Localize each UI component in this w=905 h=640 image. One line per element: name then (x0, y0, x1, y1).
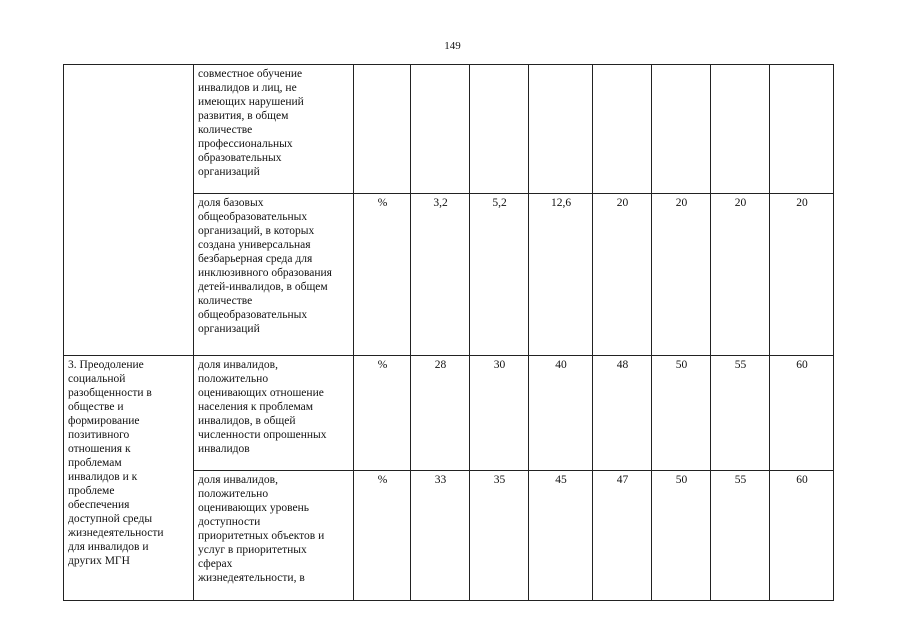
value-cell: 12,6 (529, 194, 593, 356)
unit-cell: % (354, 194, 411, 356)
goal-cell (64, 65, 194, 356)
value-cell (652, 65, 711, 194)
value-cell: 20 (770, 194, 834, 356)
indicator-cell: доля инвалидов, положительно оценивающих уровень доступности приоритетных объектов и услуг в приоритетных сферах жизнедеятельности, в (194, 471, 354, 601)
value-cell: 28 (411, 356, 470, 471)
indicator-cell: доля инвалидов, положительно оценивающих отношение населения к проблемам инвалидов, в общей численности опрошенных инвалидов (194, 356, 354, 471)
goal-cell: 3. Преодоление социальной разобщенности в обществе и формирование позитивного отношения к проблемам инвалидов и к проблеме обеспечения доступной среды жизнедеятельности для инвалидов и других МГН (64, 356, 194, 601)
value-cell: 55 (711, 356, 770, 471)
table-row (64, 356, 834, 471)
value-cell (529, 65, 593, 194)
value-cell: 47 (593, 471, 652, 601)
value-cell (593, 65, 652, 194)
unit-cell: % (354, 356, 411, 471)
unit-cell (354, 65, 411, 194)
value-cell: 30 (470, 356, 529, 471)
value-cell: 5,2 (470, 194, 529, 356)
value-cell: 20 (711, 194, 770, 356)
indicator-cell: доля базовых общеобразовательных организаций, в которых создана универсальная безбарьерная среда для инклюзивного образования детей-инвалидов, в общем количестве общеобразовательных организаций (194, 194, 354, 356)
value-cell: 35 (470, 471, 529, 601)
table-row (64, 65, 834, 194)
value-cell: 20 (593, 194, 652, 356)
value-cell: 20 (652, 194, 711, 356)
value-cell: 33 (411, 471, 470, 601)
value-cell (411, 65, 470, 194)
indicators-table (63, 64, 834, 601)
value-cell (770, 65, 834, 194)
value-cell: 50 (652, 356, 711, 471)
page-number: 149 (444, 40, 461, 52)
value-cell: 50 (652, 471, 711, 601)
value-cell: 60 (770, 356, 834, 471)
value-cell: 3,2 (411, 194, 470, 356)
value-cell: 48 (593, 356, 652, 471)
value-cell: 60 (770, 471, 834, 601)
value-cell: 45 (529, 471, 593, 601)
value-cell: 55 (711, 471, 770, 601)
indicator-cell: совместное обучение инвалидов и лиц, не имеющих нарушений развития, в общем количестве профессиональных образовательных организаций (194, 65, 354, 194)
value-cell (711, 65, 770, 194)
value-cell: 40 (529, 356, 593, 471)
value-cell (470, 65, 529, 194)
unit-cell: % (354, 471, 411, 601)
